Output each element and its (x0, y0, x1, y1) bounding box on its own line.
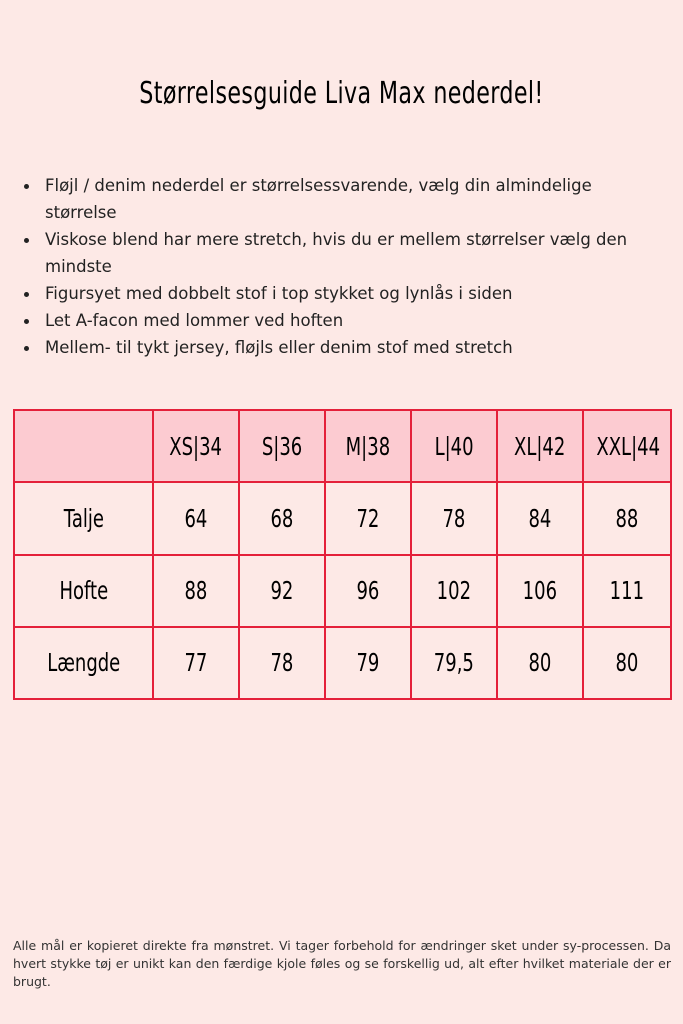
feature-text: Fløjl / denim nederdel er størrelsessvarende, vælg din almindelige størrelse (45, 176, 592, 222)
feature-item (22, 334, 662, 361)
row-label-cell (14, 555, 153, 627)
feature-text: Viskose blend har mere stretch, hvis du er mellem størrelser vælg den mindste (45, 230, 628, 276)
value-cell (411, 555, 497, 627)
size-label: XL|42 (514, 431, 566, 461)
value-cell (583, 627, 671, 699)
size-header-row (14, 410, 671, 482)
bullet-icon (24, 346, 29, 351)
value-cell (153, 555, 239, 627)
measurement-value: 64 (184, 503, 208, 533)
measurement-value: 68 (270, 503, 294, 533)
measurement-value: 88 (615, 503, 639, 533)
value-cell (411, 627, 497, 699)
disclaimer-note: Alle mål er kopieret direkte fra mønstret. Vi tager forbehold for ændringer sket under sy-processen. Da hvert stykke tøj er unikt kan den færdige kjole føles og se forskellig ud, alt efter hvilket materiale der er brugt. (13, 938, 671, 989)
size-label: M|38 (345, 431, 391, 461)
measurement-value: 111 (609, 576, 645, 606)
measurement-value: 88 (184, 576, 208, 606)
row-label-cell (14, 627, 153, 699)
value-cell (411, 482, 497, 554)
size-header-cell (411, 410, 497, 482)
row-label-cell (14, 482, 153, 554)
bullet-icon (24, 238, 29, 243)
size-table (13, 409, 672, 700)
measurement-value: 77 (184, 648, 208, 678)
feature-text: Figursyet med dobbelt stof i top stykket og lynlås i siden (45, 284, 513, 303)
row-label: Længde (46, 648, 121, 678)
row-label: Talje (63, 503, 104, 533)
value-cell (325, 482, 411, 554)
bullet-icon (24, 292, 29, 297)
size-header-cell (325, 410, 411, 482)
feature-text: Mellem- til tykt jersey, fløjls eller denim stof med stretch (45, 338, 513, 357)
measurement-value: 106 (522, 576, 558, 606)
table-row (14, 482, 671, 554)
value-cell (239, 482, 325, 554)
feature-item (22, 280, 662, 307)
value-cell (583, 555, 671, 627)
feature-item (22, 172, 662, 226)
size-header-cell (583, 410, 671, 482)
table-row (14, 555, 671, 627)
measurement-value: 102 (436, 576, 472, 606)
row-label: Hofte (59, 576, 108, 606)
measurement-value: 80 (528, 648, 552, 678)
value-cell (239, 555, 325, 627)
size-header-cell (497, 410, 583, 482)
feature-item (22, 307, 662, 334)
feature-item (22, 226, 662, 280)
value-cell (497, 555, 583, 627)
value-cell (497, 482, 583, 554)
value-cell (583, 482, 671, 554)
measurement-value: 78 (270, 648, 294, 678)
size-label: S|36 (261, 431, 303, 461)
table-row (14, 627, 671, 699)
page-title: Størrelsesguide Liva Max nederdel! (139, 76, 544, 111)
measurement-value: 84 (528, 503, 552, 533)
bullet-icon (24, 184, 29, 189)
measurement-value: 72 (356, 503, 380, 533)
value-cell (153, 482, 239, 554)
feature-text: Let A-facon med lommer ved hoften (45, 311, 344, 330)
bullet-icon (24, 319, 29, 324)
measurement-value: 79,5 (433, 648, 475, 678)
size-label: L|40 (434, 431, 474, 461)
value-cell (325, 627, 411, 699)
feature-list (22, 172, 662, 361)
measurement-value: 92 (270, 576, 294, 606)
size-header-cell (239, 410, 325, 482)
value-cell (325, 555, 411, 627)
measurement-value: 79 (356, 648, 380, 678)
corner-cell (14, 410, 153, 482)
measurement-value: 78 (442, 503, 466, 533)
size-label: XS|34 (169, 431, 223, 461)
measurement-value: 80 (615, 648, 639, 678)
value-cell (497, 627, 583, 699)
value-cell (153, 627, 239, 699)
size-header-cell (153, 410, 239, 482)
value-cell (239, 627, 325, 699)
size-label: XXL|44 (596, 431, 661, 461)
measurement-value: 96 (356, 576, 380, 606)
